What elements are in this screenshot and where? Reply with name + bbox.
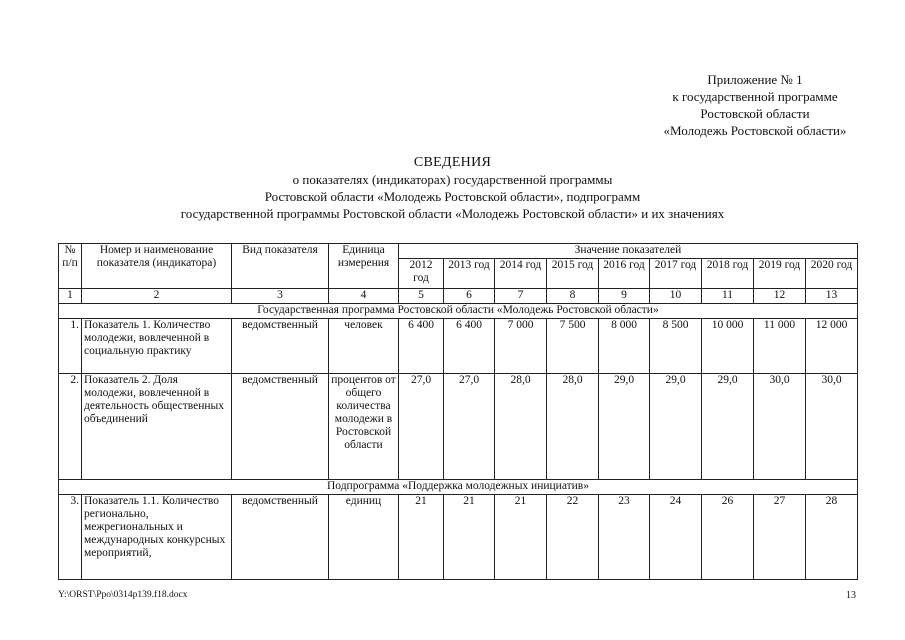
header-year: 2014 год bbox=[495, 259, 547, 289]
file-path: Y:\ORST\Ppo\0314p139.f18.docx bbox=[58, 590, 188, 600]
value-cell: 29,0 bbox=[599, 374, 650, 480]
row-number: 3. bbox=[59, 495, 82, 580]
appendix-heading bbox=[600, 71, 905, 139]
indicator-name: Показатель 1.1. Количество регионально, межрегиональных и международных конкурсных мероприятий, bbox=[82, 495, 232, 580]
value-cell: 21 bbox=[444, 495, 495, 580]
indicator-name: Показатель 2. Доля молодежи, вовлеченной в деятельность общественных объединений bbox=[82, 374, 232, 480]
appendix-line: к государственной программе bbox=[672, 89, 838, 104]
header-num: № п/п bbox=[59, 244, 82, 289]
column-number: 3 bbox=[232, 289, 329, 304]
value-cell: 27,0 bbox=[444, 374, 495, 480]
value-cell: 24 bbox=[650, 495, 702, 580]
column-number: 13 bbox=[806, 289, 858, 304]
title-main: СВЕДЕНИЯ bbox=[413, 155, 492, 170]
header-year: 2015 год bbox=[547, 259, 599, 289]
value-cell: 27 bbox=[754, 495, 806, 580]
column-number: 12 bbox=[754, 289, 806, 304]
header-year: 2017 год bbox=[650, 259, 702, 289]
row-number: 1. bbox=[59, 319, 82, 374]
value-cell: 8 000 bbox=[599, 319, 650, 374]
indicator-name: Показатель 1. Количество молодежи, вовлеченной в социальную практику bbox=[82, 319, 232, 374]
header-year: 2018 год bbox=[702, 259, 754, 289]
header-type: Вид показателя bbox=[232, 244, 329, 289]
indicator-type: ведомственный bbox=[232, 374, 329, 480]
value-cell: 29,0 bbox=[650, 374, 702, 480]
column-number: 10 bbox=[650, 289, 702, 304]
value-cell: 7 500 bbox=[547, 319, 599, 374]
header-values-group: Значение показателей bbox=[399, 244, 858, 259]
value-cell: 30,0 bbox=[754, 374, 806, 480]
header-year: 2012 год bbox=[399, 259, 444, 289]
value-cell: 7 000 bbox=[495, 319, 547, 374]
table-row bbox=[59, 495, 858, 580]
indicator-unit: единиц bbox=[329, 495, 399, 580]
indicators-table bbox=[58, 243, 858, 580]
value-cell: 27,0 bbox=[399, 374, 444, 480]
value-cell: 28,0 bbox=[547, 374, 599, 480]
indicator-unit: человек bbox=[329, 319, 399, 374]
value-cell: 11 000 bbox=[754, 319, 806, 374]
column-number: 6 bbox=[444, 289, 495, 304]
page-number: 13 bbox=[846, 590, 856, 601]
appendix-line: Ростовской области bbox=[700, 106, 810, 121]
title-line: о показателях (индикаторах) государственной программы bbox=[292, 172, 613, 187]
document-title bbox=[0, 154, 905, 222]
column-number: 1 bbox=[59, 289, 82, 304]
header-name: Номер и наименование показателя (индикатора) bbox=[82, 244, 232, 289]
indicator-type: ведомственный bbox=[232, 495, 329, 580]
header-unit: Единица измерения bbox=[329, 244, 399, 289]
value-cell: 6 400 bbox=[399, 319, 444, 374]
title-line: государственной программы Ростовской области «Молодежь Ростовской области» и их значениях bbox=[180, 206, 725, 221]
value-cell: 22 bbox=[547, 495, 599, 580]
row-number: 2. bbox=[59, 374, 82, 480]
column-numbers-row bbox=[59, 289, 858, 304]
value-cell: 8 500 bbox=[650, 319, 702, 374]
header-year: 2019 год bbox=[754, 259, 806, 289]
value-cell: 10 000 bbox=[702, 319, 754, 374]
value-cell: 21 bbox=[495, 495, 547, 580]
indicator-unit: процентов от общего количества молодежи в Ростовской области bbox=[329, 374, 399, 480]
title-line: Ростовской области «Молодежь Ростовской области», подпрограмм bbox=[264, 189, 641, 204]
value-cell: 23 bbox=[599, 495, 650, 580]
section-heading: Государственная программа Ростовской области «Молодежь Ростовской области» bbox=[59, 304, 858, 319]
column-number: 5 bbox=[399, 289, 444, 304]
value-cell: 21 bbox=[399, 495, 444, 580]
value-cell: 26 bbox=[702, 495, 754, 580]
header-year: 2020 год bbox=[806, 259, 858, 289]
column-number: 9 bbox=[599, 289, 650, 304]
table-row bbox=[59, 374, 858, 480]
column-number: 2 bbox=[82, 289, 232, 304]
column-number: 11 bbox=[702, 289, 754, 304]
table-row bbox=[59, 319, 858, 374]
indicator-type: ведомственный bbox=[232, 319, 329, 374]
header-year: 2013 год bbox=[444, 259, 495, 289]
column-number: 8 bbox=[547, 289, 599, 304]
appendix-line: «Молодежь Ростовской области» bbox=[663, 123, 847, 138]
value-cell: 12 000 bbox=[806, 319, 858, 374]
value-cell: 29,0 bbox=[702, 374, 754, 480]
value-cell: 28 bbox=[806, 495, 858, 580]
value-cell: 6 400 bbox=[444, 319, 495, 374]
header-year: 2016 год bbox=[599, 259, 650, 289]
value-cell: 28,0 bbox=[495, 374, 547, 480]
section-heading: Подпрограмма «Поддержка молодежных инициатив» bbox=[59, 480, 858, 495]
value-cell: 30,0 bbox=[806, 374, 858, 480]
column-number: 4 bbox=[329, 289, 399, 304]
appendix-line: Приложение № 1 bbox=[707, 72, 803, 87]
column-number: 7 bbox=[495, 289, 547, 304]
